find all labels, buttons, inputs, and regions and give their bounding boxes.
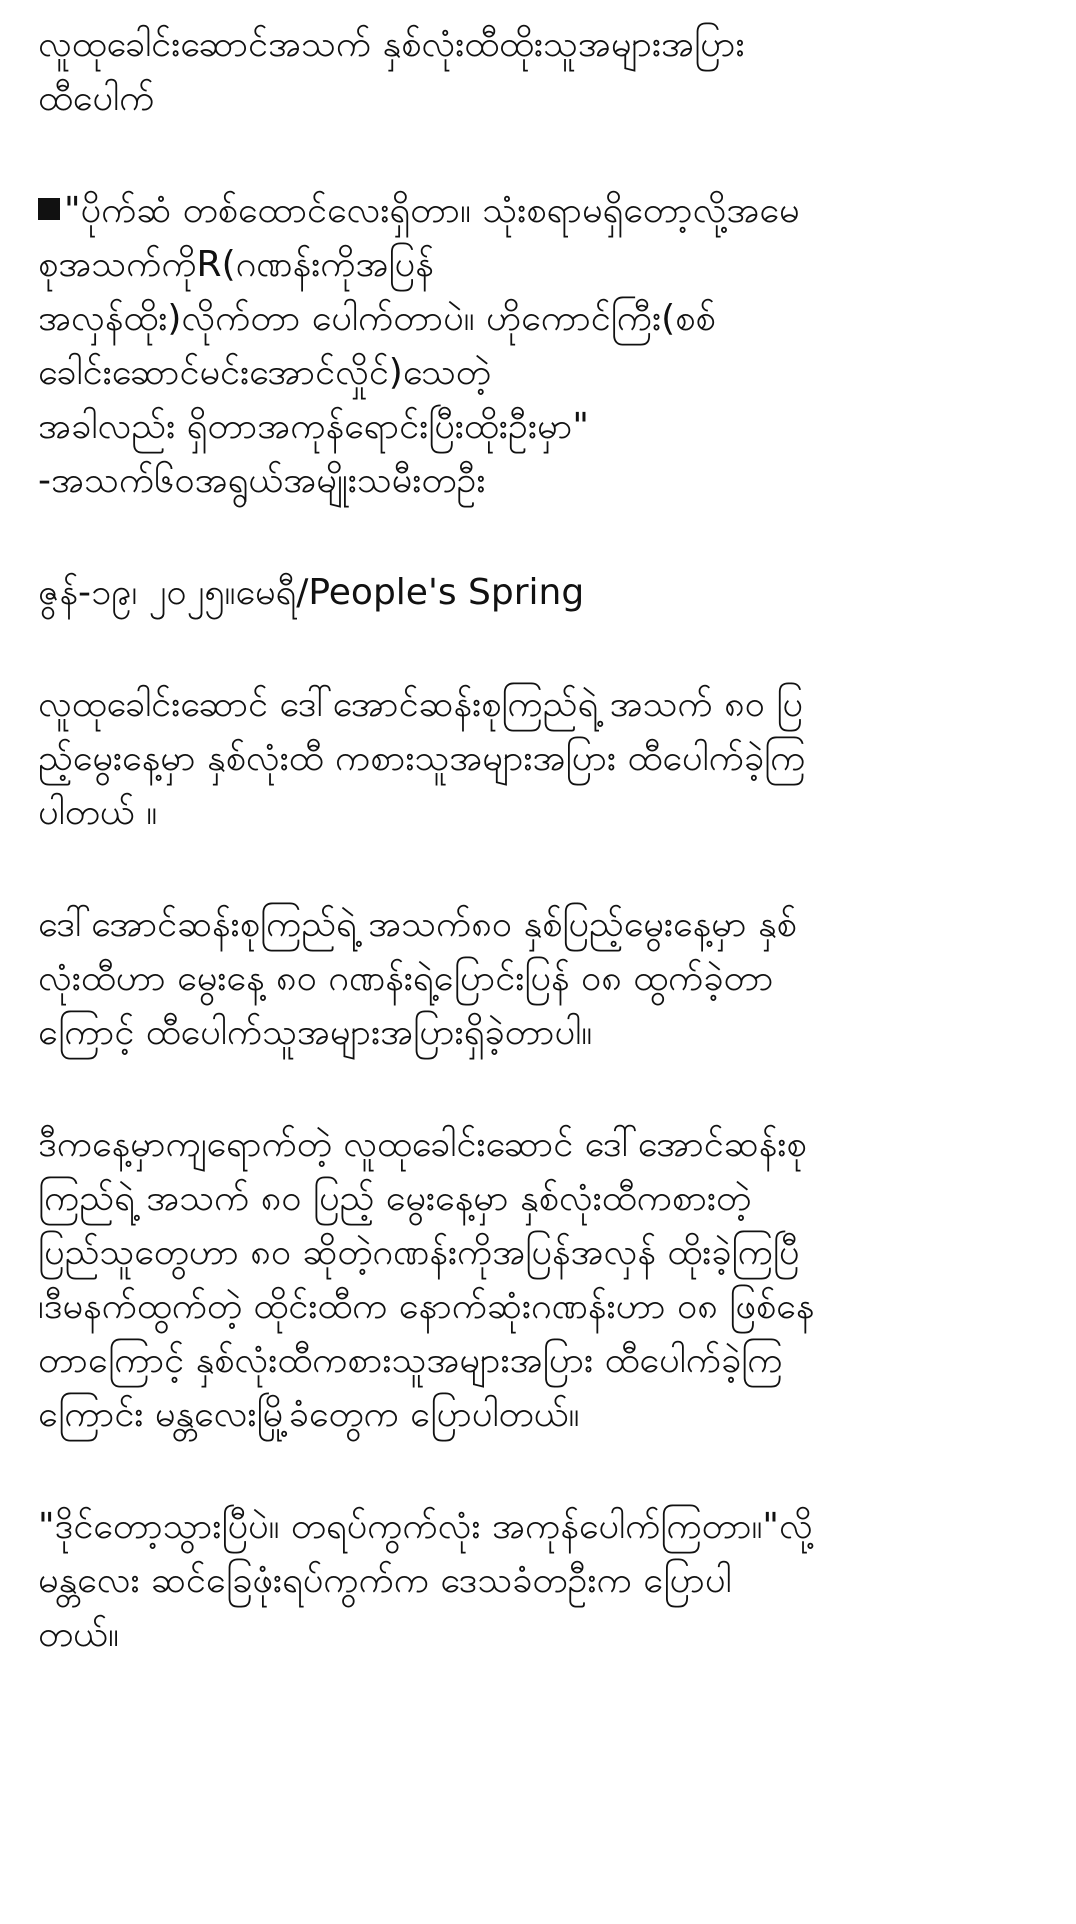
quote-block — [38, 184, 1036, 508]
quote-line: အခါလည်း ရှိတာအကုန်ရောင်းပြီးထိုးဦးမှာ" — [38, 406, 589, 447]
quote-line: အလှန်ထိုး)လိုက်တာ ပေါက်တာပဲ။ ဟိုကောင်ကြီး(စစ် — [38, 298, 716, 339]
paragraph-line: ဒီကနေ့မှာကျရောက်တဲ့ လူထုခေါင်းဆောင် ဒေါ်အောင်ဆန်းစု — [38, 1124, 807, 1165]
black-square-icon — [38, 198, 60, 220]
quote-line — [38, 184, 1036, 238]
paragraph-line: ကြည်ရဲ့ အသက် ၈၀ ပြည့် မွေးနေ့မှာ နှစ်လုံးထီကစားတဲ့ — [38, 1178, 752, 1219]
paragraph-line: ၊ဒီမနက်ထွက်တဲ့ ထိုင်းထီက နောက်ဆုံးဂဏန်းဟာ ၀၈ ဖြစ်နေ — [38, 1286, 815, 1327]
paragraph-4 — [38, 1500, 1036, 1662]
spacer — [38, 840, 1036, 898]
paragraph-2 — [38, 898, 1036, 1060]
paragraph-line: "ဒိုင်တော့သွားပြီပဲ။ တရပ်ကွက်လုံး အကုန်ပေါက်ကြတာ။"လို့ — [38, 1506, 813, 1547]
quote-text: "ပိုက်ဆံ တစ်ထောင်လေးရှိတာ။ သုံးစရာမရှိတော့လို့အမေ — [64, 190, 800, 231]
dateline: ဇွန်-၁၉၊ ၂၀၂၅။မေရီ/People's Spring — [38, 572, 585, 613]
spacer — [38, 126, 1036, 184]
paragraph-line: ကြောင်း မန္တလေးမြို့ခံတွေက ပြောပါတယ်။ — [38, 1394, 580, 1435]
paragraph-line: လူထုခေါင်းဆောင် ဒေါ်အောင်ဆန်းစုကြည်ရဲ့ အသက် ၈၀ ပြ — [38, 684, 803, 725]
quote-line: ခေါင်းဆောင်မင်းအောင်လှိုင်)သေတဲ့ — [38, 352, 491, 393]
quote-attribution: -အသက်၆၀အရွယ်အမျိုးသမီးတဦး — [38, 460, 486, 501]
headline-line: ထီပေါက် — [38, 78, 155, 119]
paragraph-line: တာကြောင့် နှစ်လုံးထီကစားသူအများအပြား ထီပေါက်ခဲ့ကြ — [38, 1340, 783, 1381]
headline-line: လူထုခေါင်းဆောင်အသက် နှစ်လုံးထီထိုးသူအများအပြား — [38, 24, 745, 65]
paragraph-line: တယ်။ — [38, 1614, 119, 1655]
paragraph-line: ည့်မွေးနေ့မှာ နှစ်လုံးထီ ကစားသူအများအပြား ထီပေါက်ခဲ့ကြ — [38, 738, 806, 779]
spacer — [38, 1060, 1036, 1118]
paragraph-line: ပါတယ် ။ — [38, 792, 158, 833]
spacer — [38, 508, 1036, 566]
headline — [38, 18, 1036, 126]
spacer — [38, 1442, 1036, 1500]
paragraph-line: လုံးထီဟာ မွေးနေ့ ၈၀ ဂဏန်းရဲ့ပြောင်းပြန် ၀၈ ထွက်ခဲ့တာ — [38, 958, 774, 999]
paragraph-line: ပြည်သူတွေဟာ ၈၀ ဆိုတဲ့ဂဏန်းကိုအပြန်အလှန် ထိုးခဲ့ကြပြီ — [38, 1232, 800, 1273]
paragraph-line: မန္တလေး ဆင်ခြေဖုံးရပ်ကွက်က ဒေသခံတဦးက ပြောပါ — [38, 1560, 732, 1601]
paragraph-line: ကြောင့် ထီပေါက်သူအများအပြားရှိခဲ့တာပါ။ — [38, 1012, 593, 1053]
spacer — [38, 620, 1036, 678]
paragraph-3 — [38, 1118, 1036, 1442]
quote-line: စုအသက်ကိုR(ဂဏန်းကိုအပြန် — [38, 244, 434, 285]
paragraph-1 — [38, 678, 1036, 840]
paragraph-line: ဒေါ်အောင်ဆန်းစုကြည်ရဲ့ အသက်၈၀ နှစ်ပြည့်မွေးနေ့မှာ နှစ် — [38, 904, 797, 945]
